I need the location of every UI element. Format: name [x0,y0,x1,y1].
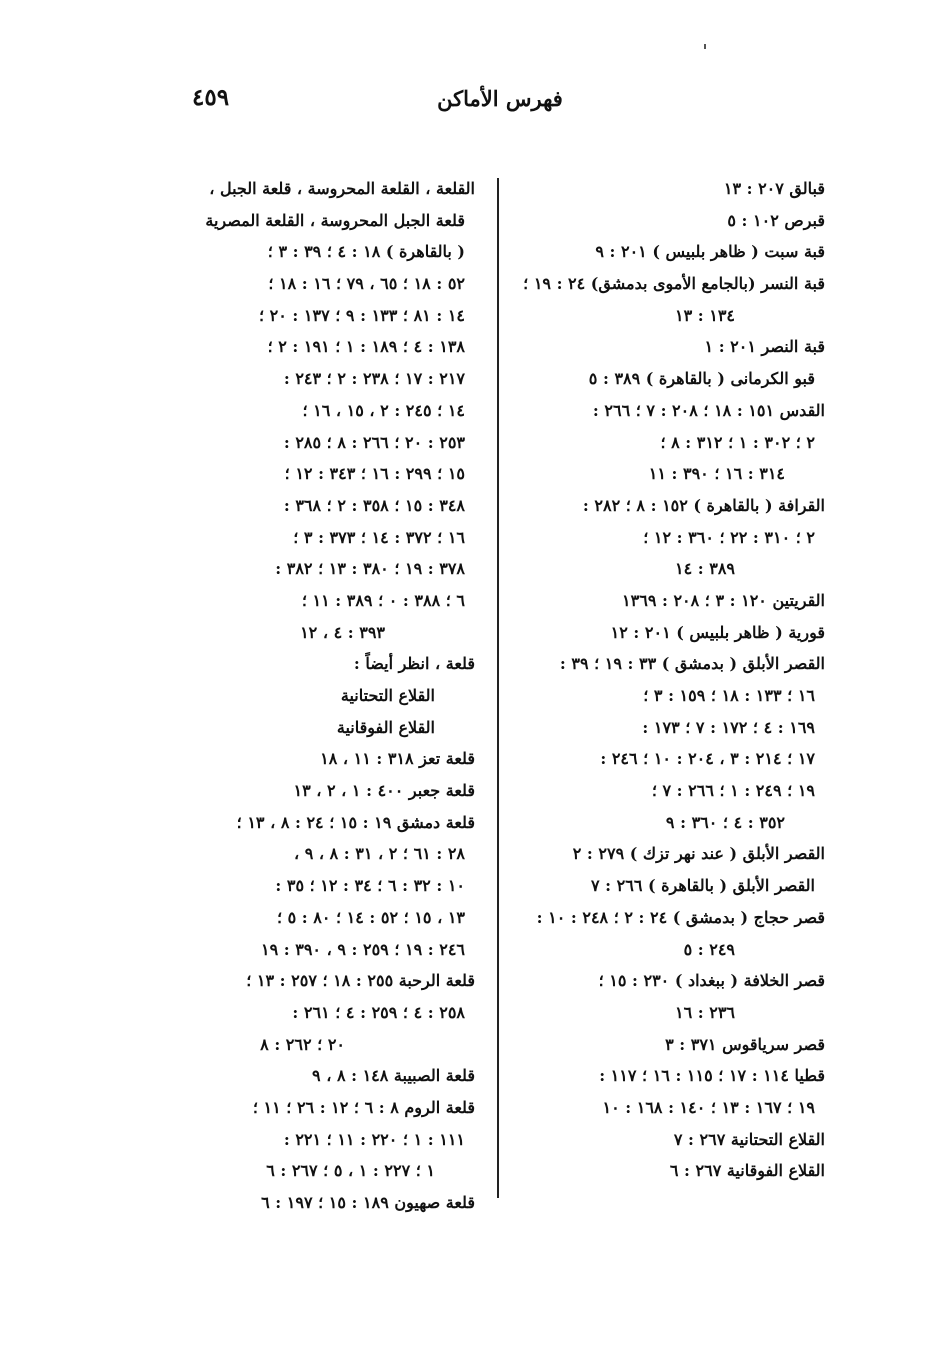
index-entry-continuation: ١٦ ؛ ٣٧٢ : ١٤ ؛ ٣٧٣ : ٣ ؛ [293,527,465,547]
index-entry-continuation: ٢ ؛ ٣٠٢ : ١ ؛ ٣١٢ : ٨ ؛ [660,432,815,452]
index-entry: قورية ( ظاهر بلبيس ) ٢٠١ : ١٢ [610,622,825,642]
index-entry-continuation: ١٣٤ : ١٣ [674,305,735,325]
index-entry-continuation: ٢٤٦ : ١٩ ؛ ٢٥٩ : ٩ ، ٣٩٠ : ١٩ [261,939,465,959]
index-entry-continuation: ١٩ ؛ ١٦٧ : ١٣ ؛ ١٤٠ : ١٦٨ : ١٠ [602,1097,815,1117]
index-entry: القريتين ١٢٠ : ٣ ؛ ٢٠٨ : ١٣٦٩ [622,590,825,610]
index-entry: قصر حجاج ( بدمشق ) ٢٤ : ٢ ؛ ٢٤٨ : ١٠ : [536,907,825,927]
index-entry-continuation: ٢٤٩ : ٥ [683,939,735,959]
index-entry-continuation: ٢٨ : ٦١ ؛ ٢ ، ٣١ : ٨ ، ٩ ، [293,844,465,864]
index-entry-continuation: ١١١ : ١ ؛ ٢٢٠ : ١١ ؛ ٢٢١ : [283,1129,465,1149]
index-entry-continuation: ١ ؛ ٢٢٧ : ١ ، ٥ ؛ ٢٦٧ : ٦ [266,1161,435,1181]
index-entry: قبرص ١٠٢ : ٥ [727,210,825,230]
index-entry: القلاع الفوقانية ٢٦٧ : ٦ [669,1161,825,1181]
index-entry: قلعة جعبر ٤٠٠ : ١ ، ٢ ، ١٣ [293,781,475,801]
index-entry: قلعة ، انظر أيضاً : [353,654,475,674]
index-entry: القصر الأبلق ( بدمشق ) ٣٣ : ١٩ ؛ ٣٩ : [559,654,825,674]
index-entry: قلعة الروم ٨ : ٦ ؛ ١٢ : ٢٦ ؛ ١١ ؛ [252,1097,475,1117]
index-entry-continuation: ( بالقاهرة ) ١٨ : ٤ ؛ ٣٩ : ٣ ؛ [267,242,465,262]
index-entry-continuation: ١٠ : ٣٢ : ٦ ؛ ٣٤ : ١٢ ؛ ٣٥ : [275,876,465,896]
index-entry: قلعة الرحبة ٢٥٥ : ١٨ ؛ ٢٥٧ : ١٣ ؛ [246,971,475,991]
index-entry: القرافة ( بالقاهرة ) ١٥٢ : ٨ ؛ ٢٨٢ : [582,495,825,515]
index-entry-continuation: قلعة الجبل المحروسة ، القلعة المصرية [205,210,465,230]
index-entry-continuation: ٢ ؛ ٣١٠ : ٢٢ ؛ ٣٦٠ : ١٢ ؛ [643,527,815,547]
index-entry: قبو الكرمانى ( بالقاهرة ) ٣٨٩ : ٥ [588,369,815,389]
index-entry-continuation: ٣٧٨ : ١٩ ؛ ٣٨٠ : ١٣ ؛ ٣٨٢ : [275,559,465,579]
index-entry-continuation: ٢٥٣ : ٢٠ ؛ ٢٦٦ : ٨ ؛ ٢٨٥ : [283,432,465,452]
index-entry: قطيا ١١٤ : ١٧ ؛ ١١٥ : ١٦ ؛ ١١٧ : [599,1066,825,1086]
index-entry-continuation: ١٧ ؛ ٢١٤ : ٣ ، ٢٠٤ : ١٠ ؛ ٢٤٦ : [600,749,815,769]
index-entry: قلعة الصبيبة ١٤٨ : ٨ ، ٩ [312,1066,475,1086]
index-entry-continuation: ٣٨٩ : ١٤ [674,559,735,579]
index-entry-continuation: ١٥ ؛ ٢٩٩ : ١٦ ؛ ٣٤٣ : ١٢ ؛ [284,464,465,484]
index-entry-continuation: ٢١٧ : ١٧ ؛ ٢٣٨ : ٢ ؛ ٢٤٣ : [283,369,465,389]
index-column-right [515,173,825,1187]
index-entry-continuation: ٥٢ : ١٨ ؛ ٦٥ ، ٧٩ ؛ ١٦ : ١٨ ؛ [268,274,465,294]
index-entry: قلعة تعز ٣١٨ : ١١ ، ١٨ [320,749,475,769]
index-entry-continuation: ٣١٤ : ١٦ ؛ ٣٩٠ : ١١ [648,464,785,484]
index-entry-continuation: ٢٣٦ : ١٦ [674,1002,735,1022]
index-column-left [173,173,475,1219]
index-entry: قلعة دمشق ١٩ : ١٥ ؛ ٢٤ : ٨ ، ١٣ ؛ [236,812,475,832]
index-entry: القدس ١٥١ : ١٨ ؛ ٢٠٨ : ٧ ؛ ٢٦٦ : [592,400,825,420]
index-entry: القلاع التحتانية ٢٦٧ : ٧ [673,1129,825,1149]
index-entry: قصر الخلافة ( ببغداد ) ٢٣٠ : ١٥ ؛ [598,971,825,991]
page-number: ٤٥٩ [192,84,230,111]
index-entry-continuation: ١٣٨ : ٤ ؛ ١٨٩ : ١ ؛ ١٩١ : ٢ ؛ [267,337,465,357]
index-entry-continuation: ٦ ؛ ٣٨٨ : ٠ ؛ ٣٨٩ : ١١ ؛ [301,590,465,610]
index-entry-continuation: ١٦ ؛ ١٣٣ : ١٨ ؛ ١٥٩ : ٣ ؛ [643,686,815,705]
index-entry: القصر الأبلق ( بالقاهرة ) ٢٦٦ : ٧ [590,876,815,896]
index-entry-continuation: ٢٥٨ : ٤ ؛ ٢٥٩ : ٤ ؛ ٢٦١ : [292,1002,465,1022]
index-entry: قصر سرياقوس ٣٧١ : ٣ [665,1034,825,1054]
index-cross-reference: القلاع التحتانية [340,686,435,705]
index-cross-reference: القلاع الفوقانية [336,717,435,737]
index-entry-continuation: ١٤ : ٨١ ؛ ١٣٣ : ٩ ؛ ١٣٧ : ٢٠ ؛ [259,305,465,325]
index-entry: قبة النسر (بالجامع الأموى بدمشق) ٢٤ : ١٩ ؛ [523,274,825,294]
index-entry-continuation: ١٩ ؛ ٢٤٩ : ١ ؛ ٢٦٦ : ٧ ؛ [651,781,815,801]
scan-speck [704,44,706,49]
index-entry: القصر الأبلق ( عند نهر تزك ) ٢٧٩ : ٢ [572,844,825,864]
index-entry: قبالق ٢٠٧ : ١٣ [723,179,825,198]
index-entry-continuation: ١٦٩ : ٤ ؛ ١٧٢ : ٧ ؛ ١٧٣ : [642,717,815,737]
index-entry-continuation: ١٣ ، ١٥ ؛ ٥٢ : ١٤ ؛ ٨٠ : ٥ ؛ [276,907,465,927]
page-title: فهرس الأماكن [437,86,563,111]
index-entry: قبة سبت ( ظاهر بلبيس ) ٢٠١ : ٩ [595,242,825,262]
index-entry-continuation: ٣٤٨ : ١٥ ؛ ٣٥٨ : ٢ ؛ ٣٦٨ : [283,495,465,515]
index-entry-continuation: ٣٥٢ : ٤ ؛ ٣٦٠ : ٩ [665,812,785,832]
index-entry: القلعة ، القلعة المحروسة ، قلعة الجبل ، [209,179,475,198]
index-entry: قبة النصر ٢٠١ : ١ [704,337,825,357]
column-divider [497,178,499,1198]
index-entry-continuation: ٢٠ ؛ ٢٦٢ : ٨ [260,1034,345,1054]
index-entry-continuation: ٣٩٣ : ٤ ، ١٢ [300,622,385,642]
index-entry: قلعة صهيون ١٨٩ : ١٥ ؛ ١٩٧ : ٦ [261,1193,475,1212]
index-entry-continuation: ١٤ ؛ ٢٤٥ : ٢ ، ١٥ ، ١٦ ؛ [302,400,465,420]
